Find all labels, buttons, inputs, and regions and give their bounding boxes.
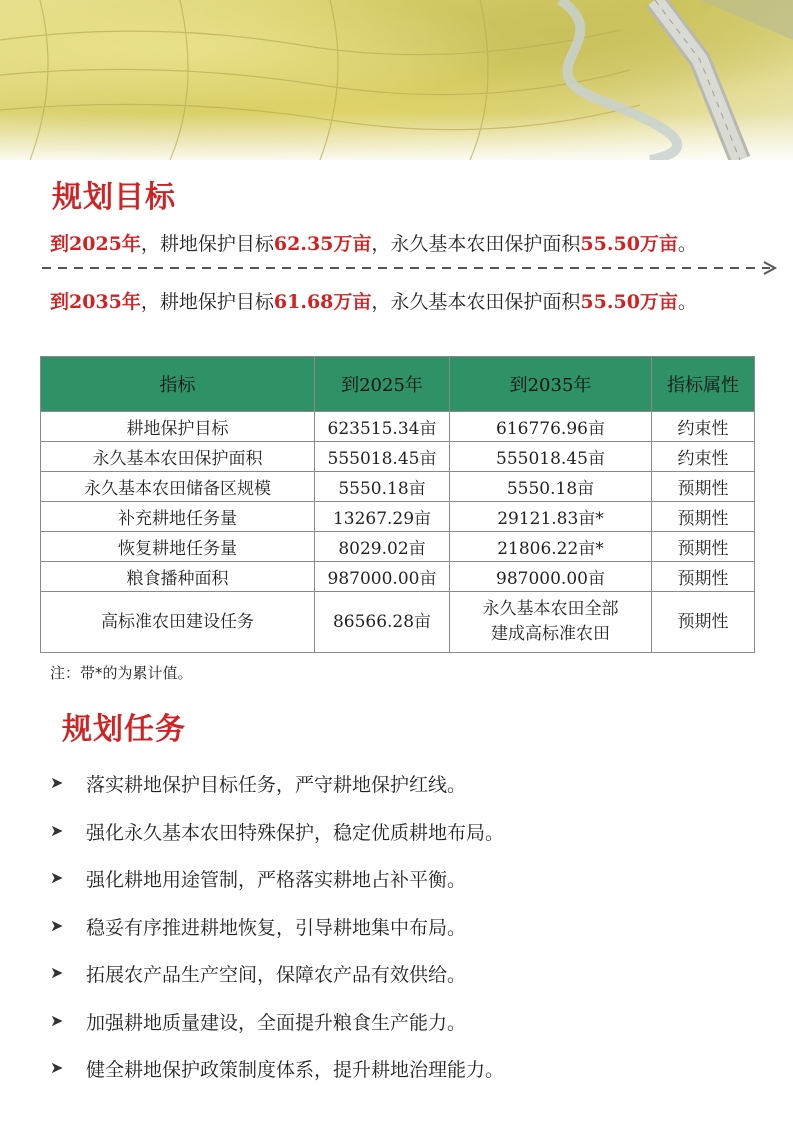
task-text: 健全耕地保护政策制度体系，提升耕地治理能力。: [86, 1059, 505, 1081]
cell-2025: 5550.18亩: [315, 472, 450, 502]
cell-indicator: 耕地保护目标: [41, 412, 315, 442]
goal-text: ，耕地保护目标: [140, 291, 274, 313]
list-item: [50, 1008, 504, 1056]
goal-farmland-value: 55.50万亩: [580, 233, 678, 255]
list-item: [50, 1055, 504, 1103]
cell-2035: 987000.00亩: [450, 562, 652, 592]
goal-farmland-value: 55.50万亩: [580, 291, 678, 313]
cell-attribute: 预期性: [652, 472, 755, 502]
cell-indicator: 粮食播种面积: [41, 562, 315, 592]
task-text: 强化永久基本农田特殊保护，稳定优质耕地布局。: [86, 821, 505, 844]
cell-2035: 616776.96亩: [450, 412, 652, 442]
arrow-bullet-icon: ➤: [50, 915, 64, 935]
cell-attribute: 预期性: [652, 562, 755, 592]
header-indicator: 指标: [41, 357, 315, 412]
cell-2035: 21806.22亩*: [450, 532, 652, 562]
arrow-bullet-icon: ➤: [50, 1010, 64, 1030]
cell-indicator: 恢复耕地任务量: [41, 532, 315, 562]
table-row: [41, 412, 755, 442]
goal-text: ，耕地保护目标: [140, 233, 274, 255]
goals-table: [40, 356, 755, 653]
goal-year: 到2035年: [50, 291, 141, 313]
section-title-goals: 规划目标: [52, 180, 176, 215]
list-item: [50, 770, 504, 818]
dashed-arrow-icon: [42, 260, 782, 276]
list-item: [50, 818, 504, 866]
table-row: [41, 562, 755, 592]
goal-text: 。: [677, 233, 697, 255]
cell-2035: 5550.18亩: [450, 472, 652, 502]
cell-2025: 987000.00亩: [315, 562, 450, 592]
cell-2035-line2: 建成高标准农田: [491, 624, 610, 644]
cell-2035: 555018.45亩: [450, 442, 652, 472]
arrow-bullet-icon: ➤: [50, 820, 64, 840]
goal-arable-value: 62.35万亩: [273, 233, 372, 255]
header-attribute: 指标属性: [652, 357, 755, 412]
cell-2025: 555018.45亩: [315, 442, 450, 472]
list-item: [50, 960, 504, 1008]
cell-2025: 8029.02亩: [315, 532, 450, 562]
goal-arable-value: 61.68万亩: [273, 291, 372, 313]
arrow-bullet-icon: ➤: [50, 1058, 64, 1077]
cell-2035: [450, 592, 652, 653]
arrow-bullet-icon: ➤: [50, 963, 64, 982]
table-row: [41, 502, 755, 532]
cell-attribute: 预期性: [652, 592, 755, 653]
goal-year: 到2025年: [50, 233, 141, 255]
cell-2025: 623515.34亩: [315, 412, 450, 442]
cell-attribute: 约束性: [652, 442, 755, 472]
task-text: 落实耕地保护目标任务，严守耕地保护红线。: [86, 774, 467, 796]
list-item: [50, 865, 504, 913]
task-text: 加强耕地质量建设，全面提升粮食生产能力。: [86, 1011, 467, 1034]
goal-line-2035: [50, 287, 697, 314]
goal-text: ，永久基本农田保护面积: [371, 233, 581, 255]
table-row: [41, 442, 755, 472]
cell-attribute: 约束性: [652, 412, 755, 442]
task-text: 拓展农产品生产空间，保障农产品有效供给。: [86, 964, 467, 986]
task-text: 强化耕地用途管制，严格落实耕地占补平衡。: [86, 869, 467, 891]
cell-indicator: 高标准农田建设任务: [41, 592, 315, 653]
table-note: 注：带*的为累计值。: [50, 664, 193, 682]
cell-attribute: 预期性: [652, 502, 755, 532]
table-row: [41, 592, 755, 653]
section-title-tasks: 规划任务: [62, 712, 186, 747]
goal-line-2025: [50, 229, 697, 256]
goal-text: ，永久基本农田保护面积: [371, 291, 581, 313]
cell-2025: 13267.29亩: [315, 502, 450, 532]
arrow-bullet-icon: ➤: [50, 773, 64, 792]
cell-2035-line1: 永久基本农田全部: [482, 599, 619, 620]
cell-indicator: 永久基本农田储备区规模: [41, 472, 315, 502]
table-row: [41, 532, 755, 562]
table-row: [41, 472, 755, 502]
cell-attribute: 预期性: [652, 532, 755, 562]
arrow-bullet-icon: ➤: [50, 868, 64, 887]
cell-2035: 29121.83亩*: [450, 502, 652, 532]
cell-2025: 86566.28亩: [315, 592, 450, 653]
list-item: [50, 913, 504, 961]
table-header-row: [41, 357, 755, 412]
cell-indicator: 补充耕地任务量: [41, 502, 315, 532]
hero-photo: [0, 0, 793, 160]
task-list: [50, 770, 504, 1103]
hero-landscape-illustration: [0, 0, 793, 160]
header-2025: 到2025年: [315, 357, 450, 412]
cell-indicator: 永久基本农田保护面积: [41, 442, 315, 472]
goal-text: 。: [677, 291, 697, 313]
task-text: 稳妥有序推进耕地恢复，引导耕地集中布局。: [86, 916, 467, 939]
header-2035: 到2035年: [450, 357, 652, 412]
